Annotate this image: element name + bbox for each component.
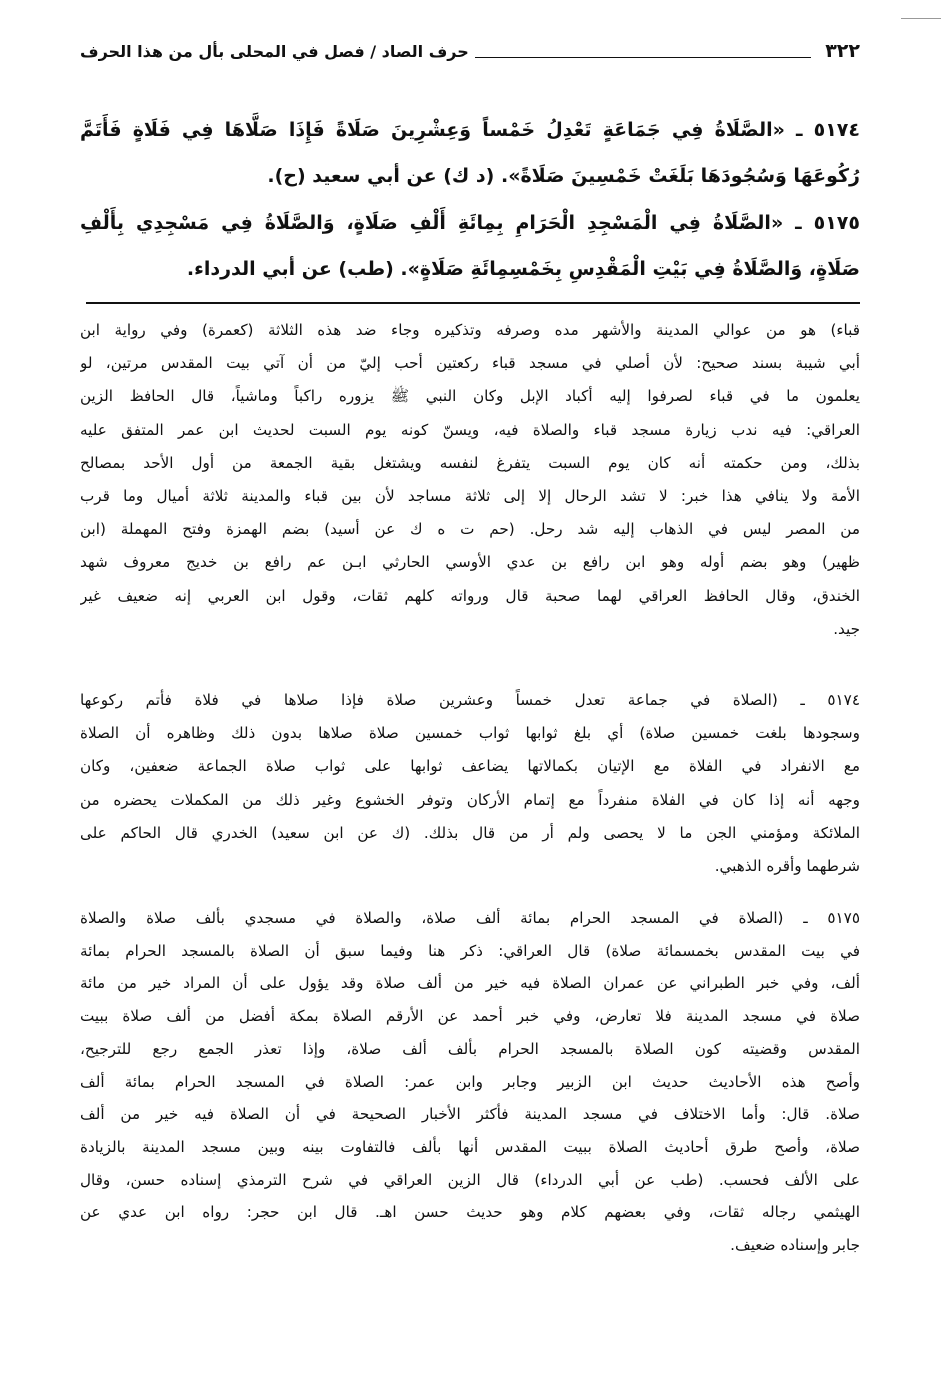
commentary-line: ٥١٧٤ ـ (الصلاة في جماعة تعدل خمساً وعشرين صلاة فإذا صلاها في فلاة فأتم ركوعها bbox=[80, 691, 860, 709]
page-number: ٣٢٢ bbox=[825, 40, 860, 62]
commentary-line: صلاة في مسجد المدينة فلا تعارض، وفي خبر أحمد عن الأرقم الصلاة بمكة أفضل من ألف صلاة ببيت bbox=[80, 1007, 860, 1026]
commentary-line: على الألف فحسب. (طب عن أبي الدرداء) قال الزين العراقي في شرح الترمذي إسناده حسن، وقال bbox=[80, 1170, 860, 1189]
commentary-line: العراقي: فيه ندب زيارة مسجد قباء والصلاة فيه، ويسنّ كونه يوم السبت لحديث ابن عمر المتفق عليه bbox=[80, 420, 860, 439]
header-rule bbox=[475, 45, 811, 58]
commentary-line: وأصح هذه الأحاديث حديث ابن الزبير وجابر وابن عمر: الصلاة في المسجد الحرام بمائة ألف bbox=[80, 1072, 860, 1091]
commentary-line: الهيثمي رجاله ثقات، وفي بعضهم كلام وهو حديث حسن اهـ. قال ابن حجر: رواه ابن عدي عن bbox=[80, 1203, 860, 1222]
commentary-line: شرطهما وأقره الذهبي. bbox=[714, 857, 860, 875]
commentary-line: من المصر ليس في الذهاب إليه شد رحل. (حم ت ه ك عن أسيد) بضم الهمزة وفتح المهملة (ابن bbox=[80, 520, 860, 539]
commentary-line: صلاة، وأصح طرق أحاديث الصلاة ببيت المقدس أنها بألف فالتفاوت بينه وبين مسجد المدينة بالزيادة bbox=[80, 1137, 860, 1156]
hadith-line: ٥١٧٤ ـ «الصَّلَاةُ فِي جَمَاعَةٍ تَعْدِلُ خَمْساً وَعِشْرِينَ صَلَاةً فَإِذَا صَلَّاهَا فِي فَلَاةٍ فَأَتَمَّ bbox=[80, 119, 860, 141]
commentary-line: ألف، وفي خبر الطبراني عن عمران الصلاة فيه خير من ألف صلاة وقد يؤول على أن المراد خير من مائة bbox=[80, 974, 860, 993]
commentary-line: وسجودها بلغت خمسين صلاة) أي بلغ ثوابها ثواب خمسين صلاة صلاها بدون ذلك وظاهره أن الصلاة bbox=[80, 724, 860, 743]
commentary-line: وجهه أنه إذا كان في الفلاة منفرداً مع إتمام الأركان وتوفر الخشوع وغير ذلك من المكملات يحضره من bbox=[80, 790, 860, 809]
page-header bbox=[80, 36, 860, 66]
footnote-separator bbox=[86, 302, 860, 304]
commentary-line: ظهير) وهو بضم أوله وهو ابن رافع بن عدي الأوسي الحارثي ابـن عم رافع بن خديج معروف شهد bbox=[80, 553, 860, 572]
commentary-line: المقدس وقضيته كون الصلاة بالمسجد الحرام بألف ألف صلاة، وإذا تعذر الجمع رجع للترجيح، bbox=[80, 1039, 860, 1058]
commentary-line: قباء) هو من عوالي المدينة والأشهر مده وصرفه وتذكيره وجاء ضد هذه الثلاثة (كعمرة) وفي رواية ابن bbox=[80, 321, 860, 339]
scan-margin-mark bbox=[901, 18, 941, 19]
commentary-line: الملائكة ومؤمني الجن ما لا يحصى ولم أر من قال بذلك. (ك عن ابن سعيد) الخدري قال الحاكم على bbox=[80, 823, 860, 842]
commentary-line: ٥١٧٥ ـ (الصلاة في المسجد الحرام بمائة ألف صلاة، والصلاة في مسجدي بألف صلاة والصلاة bbox=[80, 909, 860, 927]
hadith-line: ٥١٧٥ ـ «الصَّلَاةُ فِي الْمَسْجِدِ الْحَرَامِ بِمِائَةِ أَلْفِ صَلَاةٍ، وَالصَّلَاةُ فِي مَسْجِدِي بِأَلْفِ bbox=[80, 212, 860, 234]
commentary-line: مع الانفراد في الفلاة مع الإتيان بكمالاتها يضاعف ثوابها على ثواب صلاة الجماعة ضعفين، وكان bbox=[80, 757, 860, 776]
commentary-line: يعلمون ما في قباء لصرفوا إليه أكباد الإبل وكان النبي ﷺ يزوره راكباً وماشياً، قال الحافظ الزين bbox=[80, 387, 860, 406]
commentary-line: الخندق، وقال الحافظ العراقي لهما صحبة قال ورواته كلهم ثقات، وقول ابن العربي إنه ضعيف غير bbox=[80, 586, 860, 605]
commentary-line: جابر وإسناده ضعيف. bbox=[730, 1236, 860, 1254]
hadith-line: صَلَاةٍ، وَالصَّلَاةُ فِي بَيْتِ الْمَقْدِسِ بِخَمْسِمِائَةِ صَلَاةٍ». (طب) عن أبي الدرداء. bbox=[186, 258, 860, 280]
commentary-line: بذلك، ومن حكمته أنه كان يوم السبت يتفرغ لنفسه ويشتغل بقية الجمعة من أول الأحد بمصالح bbox=[80, 453, 860, 472]
running-title: حرف الصاد / فصل في المحلى بأل من هذا الحرف bbox=[80, 41, 469, 61]
commentary-line: الأمة ولا ينافي هذا خبر: لا تشد الرحال إلا إلى ثلاثة مساجد لأن بين قباء والمدينة ثلاثة أميال وما قرب bbox=[80, 487, 860, 505]
hadith-line: رُكُوعَهَا وَسُجُودَهَا بَلَغَتْ خَمْسِينَ صَلَاةً». (د ك) عن أبي سعيد (ح). bbox=[267, 165, 860, 187]
commentary-line: في بيت المقدس بخمسمائة صلاة) قال العراقي: ذكر هنا وفيما سبق أن الصلاة بالمسجد الحرام بمائة bbox=[80, 941, 860, 960]
commentary-line: جيد. bbox=[833, 619, 860, 638]
commentary-line: صلاة. قال: وأما الاختلاف في مسجد المدينة فأكثر الأخبار الصحيحة في أن الصلاة فيه خير من ألف bbox=[80, 1105, 860, 1124]
commentary-line: أبي شيبة بسند صحيح: لأن أصلي في مسجد قباء ركعتين أحب إليّ من أن آتي بيت المقدس مرتين، لو bbox=[80, 354, 860, 373]
